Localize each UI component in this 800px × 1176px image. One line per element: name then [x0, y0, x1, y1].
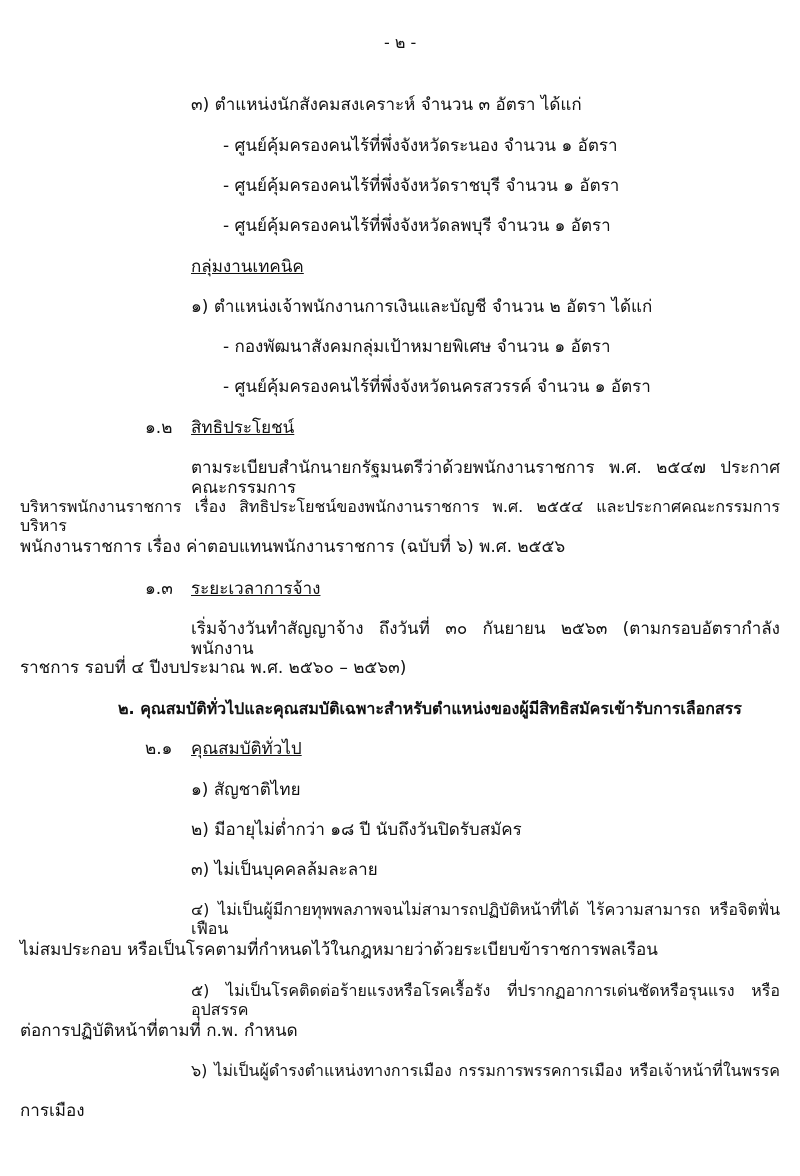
section-title-benefits: สิทธิประโยชน์ [191, 418, 295, 438]
list-item: - ศูนย์คุ้มครองคนไร้ที่พึ่งจังหวัดราชบุรี จำนวน ๑ อัตรา [223, 176, 620, 196]
paragraph-line: ตามระเบียบสำนักนายกรัฐมนตรีว่าด้วยพนักงานราชการ พ.ศ. ๒๕๔๗ ประกาศคณะกรรมการ [191, 458, 780, 499]
group-title-technical: กลุ่มงานเทคนิค [191, 257, 304, 277]
position-heading-social-worker: ๓) ตำแหน่งนักสังคมสงเคราะห์ จำนวน ๓ อัตรา ได้แก่ [191, 95, 582, 115]
list-item: ๓) ไม่เป็นบุคคลล้มละลาย [191, 860, 378, 880]
section-title-general-qualifications: คุณสมบัติทั่วไป [191, 739, 302, 759]
list-item-continuation: ไม่สมประกอบ หรือเป็นโรคตามที่กำหนดไว้ในกฎหมายว่าด้วยระเบียบข้าราชการพลเรือน [20, 940, 658, 960]
paragraph-line: พนักงานราชการ เรื่อง ค่าตอบแทนพนักงานราชการ (ฉบับที่ ๖) พ.ศ. ๒๕๕๖ [20, 537, 566, 557]
section-number: ๑.๒ [145, 418, 173, 438]
paragraph-line: เริ่มจ้างวันทำสัญญาจ้าง ถึงวันที่ ๓๐ กันยายน ๒๕๖๓ (ตามกรอบอัตรากำลังพนักงาน [191, 619, 780, 660]
list-item: ๑) สัญชาติไทย [191, 780, 301, 800]
page-number: - ๒ - [384, 33, 417, 52]
section-number: ๑.๓ [145, 579, 173, 599]
list-item: - ศูนย์คุ้มครองคนไร้ที่พึ่งจังหวัดลพบุรี จำนวน ๑ อัตรา [223, 216, 611, 236]
list-item: ๔) ไม่เป็นผู้มีกายทุพพลภาพจนไม่สามารถปฏิบัติหน้าที่ได้ ไร้ความสามารถ หรือจิตฟั่นเฟือน [191, 900, 780, 939]
section-number: ๒.๑ [145, 739, 173, 759]
list-item-continuation: การเมือง [20, 1101, 85, 1121]
section-heading-qualifications: ๒. คุณสมบัติทั่วไปและคุณสมบัติเฉพาะสำหรับตำแหน่งของผู้มีสิทธิสมัครเข้ารับการเลือกสรร [118, 699, 742, 718]
list-item: - กองพัฒนาสังคมกลุ่มเป้าหมายพิเศษ จำนวน ๑ อัตรา [223, 337, 611, 357]
list-item: - ศูนย์คุ้มครองคนไร้ที่พึ่งจังหวัดนครสวรรค์ จำนวน ๑ อัตรา [223, 377, 651, 397]
position-heading-finance-officer: ๑) ตำแหน่งเจ้าพนักงานการเงินและบัญชี จำนวน ๒ อัตรา ได้แก่ [191, 297, 653, 317]
list-item: ๖) ไม่เป็นผู้ดำรงตำแหน่งทางการเมือง กรรมการพรรคการเมือง หรือเจ้าหน้าที่ในพรรค [191, 1061, 780, 1080]
paragraph-line: บริหารพนักงานราชการ เรื่อง สิทธิประโยชน์ของพนักงานราชการ พ.ศ. ๒๕๕๔ และประกาศคณะกรรมการบริหาร [20, 497, 780, 536]
list-item: ๕) ไม่เป็นโรคติดต่อร้ายแรงหรือโรคเรื้อรัง ที่ปรากฏอาการเด่นชัดหรือรุนแรง หรืออุปสรรค [191, 981, 780, 1020]
list-item: - ศูนย์คุ้มครองคนไร้ที่พึ่งจังหวัดระนอง จำนวน ๑ อัตรา [223, 136, 618, 156]
list-item: ๒) มีอายุไม่ต่ำกว่า ๑๘ ปี นับถึงวันปิดรับสมัคร [191, 820, 522, 840]
section-title-employment-period: ระยะเวลาการจ้าง [191, 579, 321, 599]
list-item-continuation: ต่อการปฏิบัติหน้าที่ตามที่ ก.พ. กำหนด [20, 1021, 298, 1041]
paragraph-line: ราชการ รอบที่ ๔ ปีงบประมาณ พ.ศ. ๒๕๖๐ – ๒๕๖๓) [20, 658, 407, 678]
